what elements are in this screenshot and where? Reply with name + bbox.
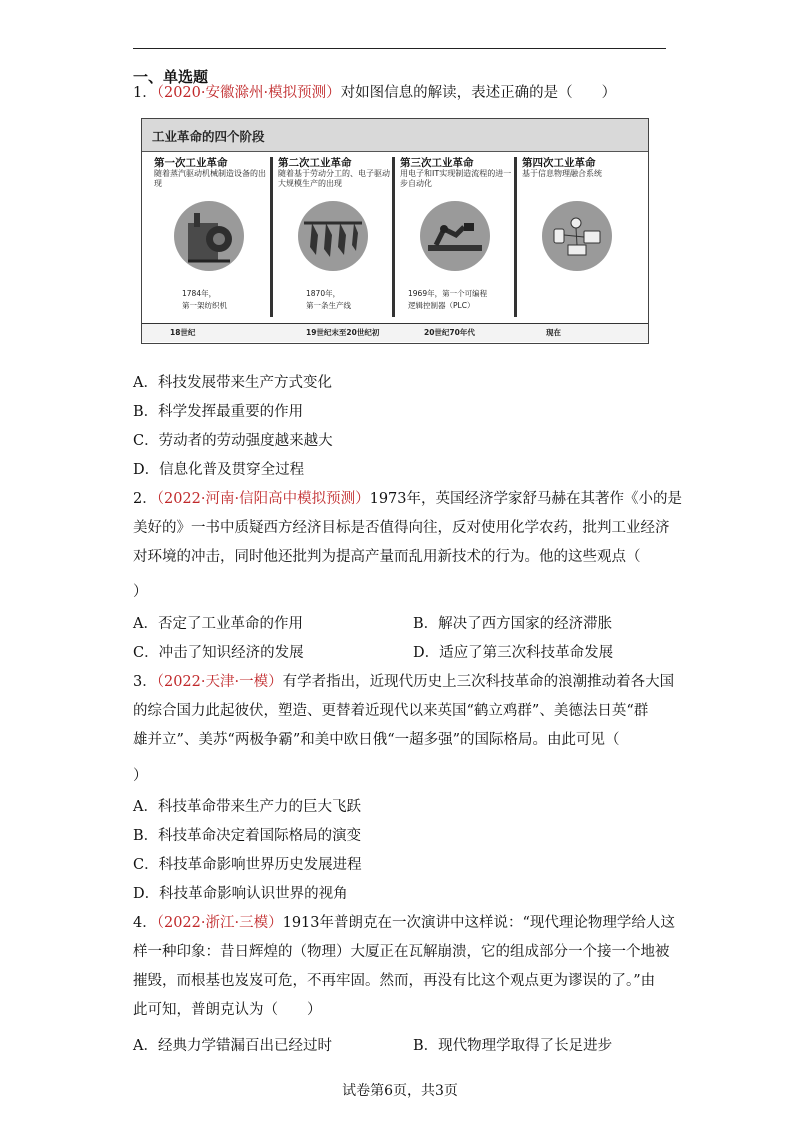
q2-option-a[interactable]: A．否定了工业革命的作用 — [133, 616, 303, 632]
stage-1 — [152, 155, 270, 321]
q3-line-4: ） — [133, 768, 148, 784]
q1-source: （2020·安徽滁州·模拟预测） — [156, 85, 341, 101]
q3-option-b[interactable]: B．科技革命决定着国际格局的演变 — [133, 828, 362, 844]
stage-title: 第三次工业革命 — [400, 157, 474, 169]
stage-note-year: 1969年，第一个可编程 — [408, 289, 488, 298]
figure-header — [142, 119, 648, 152]
stage-divider — [514, 157, 517, 317]
timeline-label: 19世纪末至20世纪初 — [306, 328, 380, 337]
q4-line-4: 此可知，普朗克认为（ ） — [133, 1002, 322, 1018]
q4-line-2: 样一种印象：昔日辉煌的（物理）大厦正在瓦解崩溃，它的组成部分一个接一个地被 — [133, 944, 670, 960]
q4-source: （2022·浙江·三模） — [156, 915, 283, 931]
q1-option-d[interactable]: D．信息化普及贯穿全过程 — [133, 462, 305, 478]
q4-option-a[interactable]: A．经典力学错漏百出已经过时 — [133, 1038, 332, 1054]
q4-stem-line — [133, 913, 673, 933]
q1-stem-line — [133, 83, 673, 103]
robot-arm-image — [420, 201, 490, 271]
q1-option-a[interactable]: A．科技发展带来生产方式变化 — [133, 375, 332, 391]
q2-stem-line — [133, 489, 683, 509]
page-footer: 试卷第6页，共3页 — [342, 1083, 458, 1099]
q4-number: 4． — [133, 915, 157, 931]
q1-stem: 对如图信息的解读，表述正确的是（ ） — [340, 85, 617, 101]
top-rule — [133, 48, 666, 49]
timeline-label: 20世纪70年代 — [424, 328, 475, 337]
stage-divider — [270, 157, 273, 317]
q1-option-c[interactable]: C．劳动者的劳动强度越来越大 — [133, 433, 333, 449]
q2-source: （2022·河南·信阳高中模拟预测） — [156, 491, 370, 507]
timeline-bar — [142, 323, 648, 342]
q2-option-d[interactable]: D．适应了第三次科技革命发展 — [413, 645, 614, 661]
q1-option-b[interactable]: B．科学发挥最重要的作用 — [133, 404, 304, 420]
q3-option-c[interactable]: C．科技革命影响世界历史发展进程 — [133, 857, 362, 873]
industrial-revolution-figure — [141, 118, 649, 344]
stage-desc: 基于信息物理融合系统 — [522, 169, 602, 178]
q3-option-d[interactable]: D．科技革命影响认识世界的视角 — [133, 886, 348, 902]
q2-line-2: 美好的》一书中质疑西方经济目标是否值得向往，反对使用化学农药，批判工业经济 — [133, 520, 670, 536]
stage-title: 第一次工业革命 — [154, 157, 228, 169]
q1-number: 1． — [133, 85, 157, 101]
q2-line-3: 对环境的冲击，同时他还批判为提高产量而乱用新技术的行为。他的这些观点（ — [133, 549, 641, 565]
q4-text: 1913年普朗克在一次演讲中这样说：“现代理论物理学给人这 — [282, 915, 675, 931]
stage-desc: 随着基于劳动分工的、电子驱动大规模生产的出现 — [278, 169, 390, 188]
stage-note-item: 逻辑控制器（PLC） — [408, 301, 475, 310]
q3-stem-line — [133, 672, 673, 692]
q3-line-2: 的综合国力此起彼伏，塑造、更替着近现代以来英国“鹤立鸡群”、美德法日英“群 — [133, 703, 649, 719]
q2-text: 1973年，英国经济学家舒马赫在其著作《小的是 — [369, 491, 683, 507]
stage-note-year: 1870年， — [306, 289, 341, 298]
q3-option-a[interactable]: A．科技革命带来生产力的巨大飞跃 — [133, 799, 361, 815]
stage-title: 第二次工业革命 — [278, 157, 352, 169]
stage-2 — [270, 155, 388, 321]
stage-3 — [392, 155, 510, 321]
assembly-line-image — [298, 201, 368, 271]
stage-desc: 随着蒸汽驱动机械制造设备的出现 — [154, 169, 266, 188]
q2-number: 2． — [133, 491, 157, 507]
q2-line-4: ） — [133, 584, 148, 600]
q2-option-b[interactable]: B．解决了西方国家的经济滞胀 — [413, 616, 613, 632]
timeline-label: 18世纪 — [170, 328, 196, 337]
q3-text: 有学者指出，近现代历史上三次科技革命的浪潮推动着各大国 — [282, 674, 675, 690]
stage-divider — [392, 157, 395, 317]
stage-title: 第四次工业革命 — [522, 157, 596, 169]
timeline-label: 现在 — [546, 328, 561, 337]
stage-note-year: 1784年， — [182, 289, 217, 298]
stage-note-item: 第一条生产线 — [306, 301, 351, 310]
stage-desc: 用电子和IT实现制造流程的进一步自动化 — [400, 169, 512, 188]
q4-option-b[interactable]: B．现代物理学取得了长足进步 — [413, 1038, 613, 1054]
q3-line-3: 雄并立”、美苏“两极争霸”和美中欧日俄“一超多强”的国际格局。由此可见（ — [133, 732, 620, 748]
q4-line-3: 摧毁，而根基也岌岌可危，不再牢固。然而，再没有比这个观点更为谬误的了。”由 — [133, 973, 656, 989]
q3-number: 3． — [133, 674, 157, 690]
figure-title: 工业革命的四个阶段 — [152, 129, 265, 144]
q2-option-c[interactable]: C．冲击了知识经济的发展 — [133, 645, 304, 661]
cyber-physical-image — [542, 201, 612, 271]
q3-source: （2022·天津·一模） — [156, 674, 283, 690]
stage-note-item: 第一架纺织机 — [182, 301, 227, 310]
section-title: 一、单选题 — [133, 68, 209, 86]
loom-image — [174, 201, 244, 271]
stage-4 — [514, 155, 632, 321]
